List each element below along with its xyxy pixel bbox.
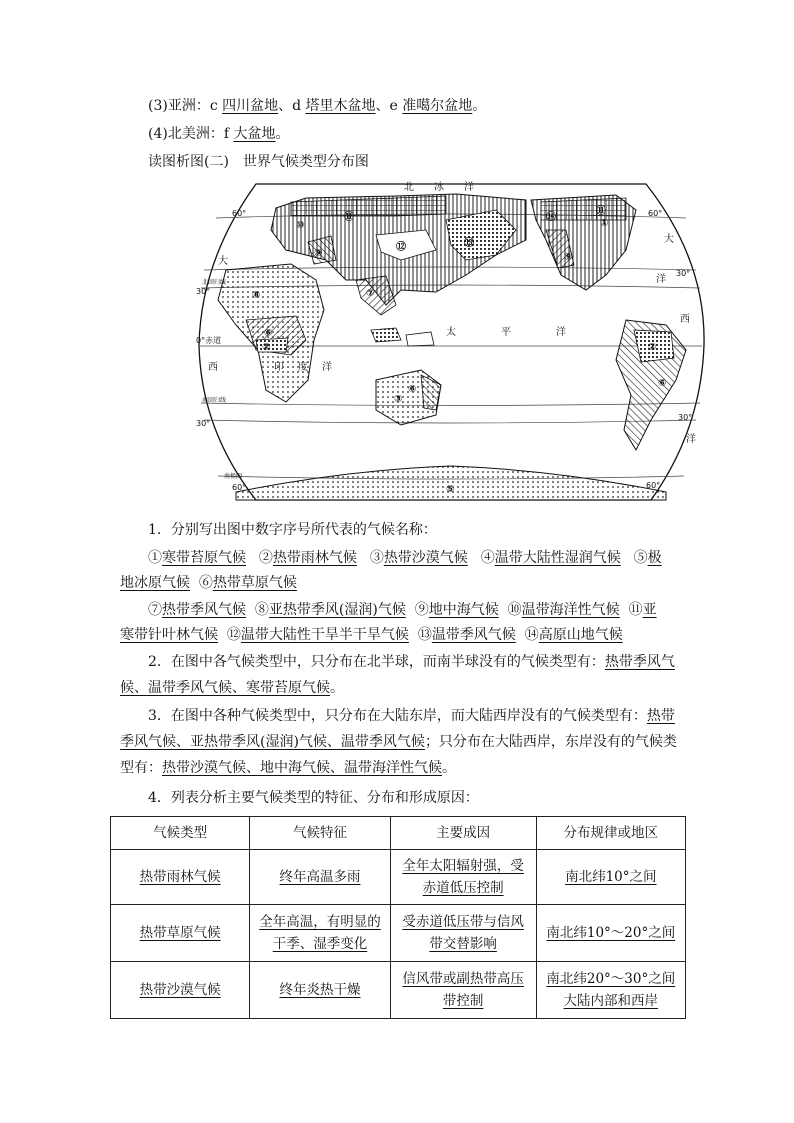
island-se-asia (371, 328, 401, 342)
cell-answer: 全年高温，有明显的 (259, 914, 381, 930)
q1-answer: 温带大陆性干旱半干旱气候 (240, 627, 409, 643)
marker-climate: ⑧ (252, 290, 261, 301)
q3-answer: 热带沙漠气候、地中海气候、温带海洋性气候 (162, 760, 442, 776)
table-cell (390, 905, 536, 962)
q1-num: ⑤ (633, 550, 648, 566)
label-ocean: 洋 (322, 362, 332, 373)
q1-num: ⑬ (417, 627, 432, 643)
q1-num: ⑨ (414, 602, 429, 618)
cell-answer: 大陆内部和西岸 (563, 993, 659, 1009)
map-section-title: 读图析图(二) 世界气候类型分布图 (148, 154, 369, 170)
marker-climate: ① (600, 218, 609, 229)
q1-answer: 温带海洋性气候 (521, 602, 620, 618)
marker-climate: ⑥ (264, 328, 273, 339)
answer-great-basin: 大盆地 (233, 126, 276, 142)
label-ocean: 洋 (686, 434, 696, 445)
table-cell (250, 905, 390, 962)
q3-line3 (120, 758, 456, 778)
q1-answer: 亚热带季风(湿润)气候 (268, 602, 406, 618)
marker-climate: ⑨ (314, 248, 323, 259)
table-row (111, 850, 686, 905)
text-end: 。 (275, 126, 290, 142)
table-cell (250, 850, 390, 905)
cell-answer: 南北纬10°～20°之间 (546, 925, 676, 941)
q1-answers-line2 (120, 573, 297, 593)
q1-answer: 极 (647, 550, 662, 566)
q1-num: ⑥ (198, 575, 213, 591)
text-sep: 、d (278, 98, 306, 114)
q1-num: ① (148, 550, 162, 566)
cell-answer: 热带雨林气候 (139, 869, 221, 885)
q3-answer: 热带 (646, 708, 675, 724)
q1-num: ⑫ (226, 627, 241, 643)
cell-answer: 带控制 (442, 993, 484, 1009)
text-asia-prefix: (3)亚洲：c (148, 98, 223, 114)
label-ocean: 北 (404, 182, 414, 193)
label-lat: 60° (646, 481, 661, 490)
marker-climate: ② (648, 342, 657, 353)
cell-answer: 终年炎热干燥 (279, 982, 361, 998)
q3-line2 (120, 732, 677, 752)
q3-answer: 季风气候、亚热带季风(湿润)气候、温带季风气候 (120, 734, 425, 750)
table-cell (536, 962, 685, 1019)
q1-answer: 寒带针叶林气候 (120, 627, 218, 643)
q1-title: 1．分别写出图中数字序号所代表的气候名称： (148, 522, 437, 538)
marker-climate: ⑩ (296, 220, 305, 231)
marker-climate: ⑤ (446, 484, 455, 495)
q1-num: ⑦ (148, 602, 162, 618)
table-header: 主要成因 (390, 817, 536, 850)
answer-junggar-basin: 准噶尔盆地 (402, 98, 473, 114)
q1-num: ④ (480, 550, 495, 566)
q3-question: 3．在图中各种气候类型中，只分布在大陆东岸，而大陆西岸没有的气候类型有： (148, 708, 647, 724)
table-header: 气候类型 (111, 817, 250, 850)
table-header-row (111, 817, 686, 850)
marker-climate: ⑥ (408, 384, 417, 395)
table-cell (390, 850, 536, 905)
q2-answer: 候、温带季风气候、寒带苔原气候 (120, 680, 330, 696)
table-cell (250, 962, 390, 1019)
marker-climate: ⑬ (464, 238, 474, 249)
climate-table (110, 816, 686, 1019)
label-ocean: 太 (446, 327, 456, 338)
table-cell (111, 905, 250, 962)
q2-line1 (148, 652, 675, 672)
q1-answers-line4 (120, 625, 623, 645)
island-new-guinea (406, 332, 434, 346)
label-ocean: 印 (274, 362, 284, 373)
q1-answer: 热带草原气候 (212, 575, 297, 591)
q1-answers-line3 (148, 600, 657, 620)
table-cell (390, 962, 536, 1019)
label-ocean: 平 (501, 327, 511, 338)
cell-answer: 终年高温多雨 (279, 869, 361, 885)
table-cell (111, 850, 250, 905)
table-row (111, 962, 686, 1019)
q1-answer: 温带大陆性湿润气候 (494, 550, 621, 566)
q1-answer: 地中海气候 (428, 602, 499, 618)
marker-climate: ⑫ (396, 242, 406, 253)
q1-num: ⑪ (628, 602, 643, 618)
q3-question: ；只分布在大陆西岸，东岸没有的气候类 (424, 734, 677, 750)
cell-answer: 南北纬10°之间 (565, 869, 657, 885)
q1-answer: 温带季风气候 (431, 627, 516, 643)
label-lat: 60° (648, 209, 663, 218)
q3-question: 型有： (120, 760, 162, 776)
intro-line-namerica (148, 124, 289, 144)
q1-answer: 热带季风气候 (162, 602, 246, 618)
label-lat: 60° (232, 483, 247, 492)
q1-answer: 亚 (642, 602, 657, 618)
q1-num: ⑭ (524, 627, 539, 643)
label-ocean: 度 (298, 362, 308, 373)
label-lat: 0°赤道 (196, 336, 222, 345)
text-end: 。 (330, 680, 344, 696)
table-cell (536, 850, 685, 905)
label-lat: 30° (676, 269, 691, 278)
table-row (111, 905, 686, 962)
cell-answer: 信风带或副热带高压 (402, 971, 524, 987)
text-na-prefix: (4)北美洲：f (148, 126, 234, 142)
q1-answer: 地冰原气候 (120, 575, 190, 591)
answer-tarim-basin: 塔里木盆地 (305, 98, 376, 114)
cell-answer: 全年太阳辐射强，受 (402, 858, 524, 874)
q1-num: ⑩ (507, 602, 522, 618)
q2-line2 (120, 678, 344, 698)
label-antarctic-circle: 南极圈 (224, 473, 243, 480)
label-lat: 60° (232, 209, 247, 218)
label-lat: 30° (678, 413, 693, 422)
cell-answer: 南北纬20°～30°之间 (546, 971, 676, 987)
marker-climate: ② (262, 342, 271, 353)
label-ocean: 西 (208, 362, 218, 373)
q2-answer: 热带季风气 (604, 654, 675, 670)
q1-answers-line1 (148, 548, 662, 568)
label-ocean: 洋 (556, 327, 566, 338)
label-tropic-cancer: 北回归线 (202, 279, 227, 286)
marker-climate: ⑨ (564, 252, 573, 263)
table-cell (111, 962, 250, 1019)
marker-climate: ⑪ (344, 212, 354, 223)
marker-climate: ⑥ (658, 378, 667, 389)
q1-answer: 寒带苔原气候 (162, 550, 246, 566)
q2-question: 2．在图中各气候类型中，只分布在北半球，而南半球没有的气候类型有： (148, 654, 605, 670)
text-sep: 、e (375, 98, 403, 114)
q1-answer: 热带雨林气候 (272, 550, 357, 566)
q1-answer: 热带沙漠气候 (383, 550, 468, 566)
label-ocean: 大 (218, 256, 228, 267)
table-cell (536, 905, 685, 962)
label-lat: 30° (196, 287, 211, 296)
cell-answer: 带交替影响 (429, 936, 497, 952)
label-lat: 30° (196, 419, 211, 428)
answer-sichuan-basin: 四川盆地 (222, 98, 279, 114)
marker-climate: ③ (394, 394, 403, 405)
marker-climate: ⑪ (596, 206, 606, 217)
cell-answer: 干季、湿季变化 (272, 936, 368, 952)
marker-climate: ⑦ (366, 288, 375, 299)
text-end: 。 (442, 760, 456, 776)
label-tropic-capricorn: 南回归线 (202, 397, 227, 404)
q1-num: ③ (369, 550, 384, 566)
world-climate-map (196, 180, 706, 505)
cell-answer: 受赤道低压带与信风 (402, 914, 524, 930)
map-svg (196, 180, 706, 505)
marker-climate: ⑭ (546, 212, 556, 223)
q1-answer: 高原山地气候 (538, 627, 623, 643)
label-ocean: 冰 (434, 182, 444, 193)
label-ocean: 洋 (464, 182, 474, 193)
q1-num: ⑧ (254, 602, 269, 618)
cell-answer: 热带沙漠气候 (139, 982, 221, 998)
cell-answer: 赤道低压控制 (422, 880, 504, 896)
q3-line1 (148, 706, 675, 726)
intro-line-asia (148, 96, 486, 116)
label-ocean: 大 (664, 234, 674, 245)
text-end: 。 (472, 98, 487, 114)
label-ocean: 西 (680, 314, 690, 325)
cell-answer: 热带草原气候 (139, 925, 221, 941)
zone-africa-rainforest (256, 338, 288, 352)
q1-num: ② (258, 550, 273, 566)
table-header: 分布规律或地区 (536, 817, 685, 850)
q4-title: 4．列表分析主要气候类型的特征、分布和形成原因： (148, 790, 479, 806)
label-ocean: 洋 (656, 274, 666, 285)
table-header: 气候特征 (250, 817, 390, 850)
